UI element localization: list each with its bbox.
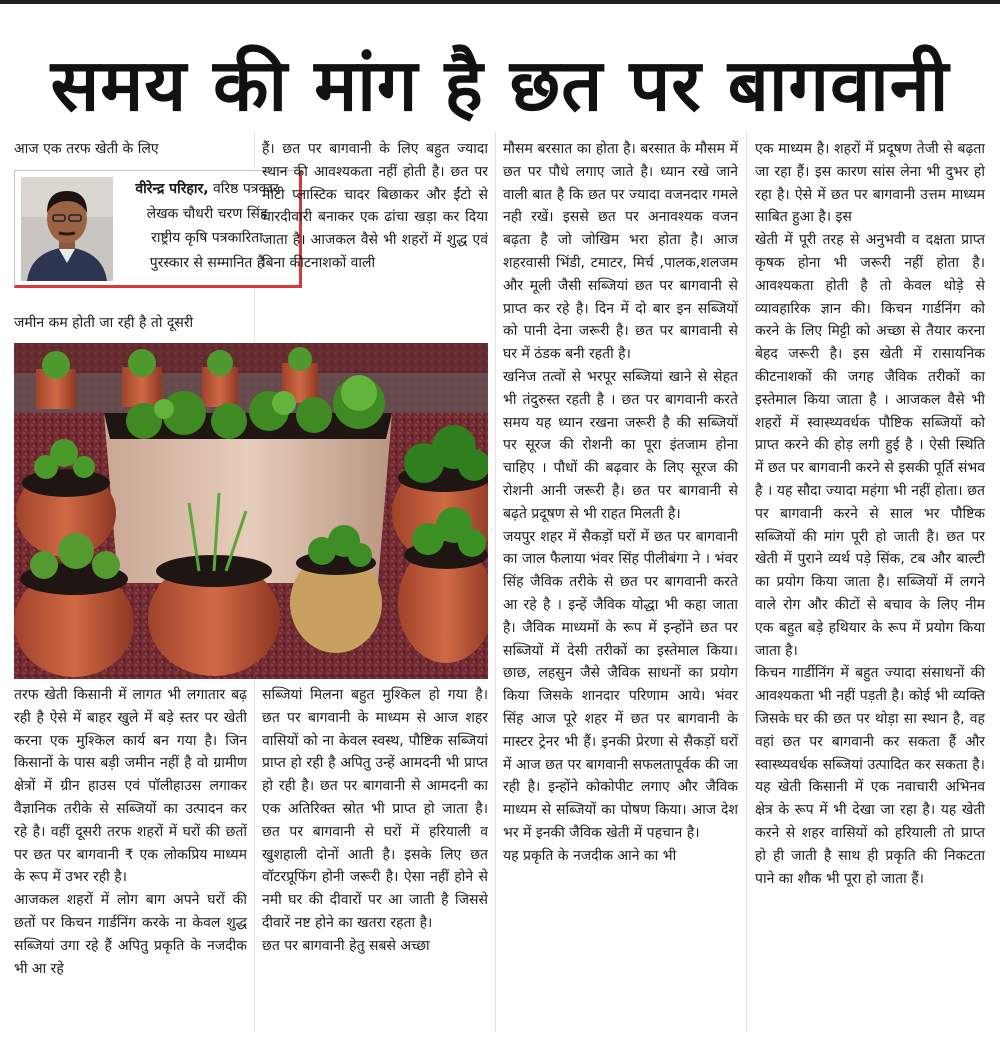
page-title: समय की मांग है छत पर बागवानी bbox=[50, 43, 950, 127]
column-1-intro: आज एक तरफ खेती के लिए bbox=[14, 141, 159, 157]
column-4: एक माध्यम है। शहरों में प्रदूषण तेजी से बढ़ता जा रहा हैं। इस कारण सांस लेना भी दुभर हो रहा है। ऐसे में छत पर बागवानी उत्तम माध्यम साबित हुआ है। इस खेती में पूरी तरह से अनुभवी व दक्षता प्राप्त कृषक होना भी जरूरी नहीं होता है। आवश्यकता होती है तो केवल थोड़े से व्यावहारिक ज्ञान की। किचन गार्डनिंग को करने के लिए मिट्टी को अच्छा से तैयार करना बेहद जरूरी है। इस खेती में रासायनिक कीटनाशकों की जगह जैविक तरीकों का इस्तेमाल किया जाता है । आजकल वैसे भी शहरों में स्वास्थ्यवर्धक पौष्टिक सब्जियों को प्राप्त करने की होड़ लगी हुई है । ऐसी स्थिति में छत पर बागवानी करने से इसकी पूर्ति संभव है । यह सौदा ज्यादा महंगा भी नहीं होता। छत पर बागवानी करने से साल भर पौष्टिक सब्जियों की मांग पूरी हो जाती है। छत पर खेती में पुराने व्यर्थ पड़े सिंक, टब और बाल्टी का प्रयोग किया जाता है। सब्जियों में लगने वाले रोग और कीटों से बचाव के लिए नीम एक बहुत बड़े हथियार के रूप में प्रयोग किया जाता है। किचन गार्डीनिंग में बहुत ज्यादा संसाधनों की आवश्यकता भी नहीं पड़ती है। कोई भी व्यक्ति जिसके घर की छत पर थोड़ा सा स्थान है, वह वहां छत पर बागवानी कर सकता हैं और स्वास्थ्यवर्धक सब्जियां उत्पादित कर सकता है। यह खेती किसानी में एक नवाचारी अभिनव क्षेत्र के रूप में भी देखा जा रहा है। यह खेती करने से शहर वासियों को हरियाली तो प्राप्त हो ही जाती है साथ ही प्रकृति की निकटता पाने का शौक भी पूरा हो जाता हैं। bbox=[755, 141, 985, 887]
author-description: वरिष्ठ पत्रकार लेखक चौधरी चरण सिंह राष्ट्रीय कृषि पत्रकारिता पुरस्कार से सम्मानित है bbox=[146, 181, 279, 271]
column-3: मौसम बरसात का होता है। बरसात के मौसम में छत पर पौधे लगाए जाते है। ध्यान रखे जाने वाली बात है कि छत पर ज्यादा वजनदार गमले नही रखें। इससे छत पर अनावश्यक वजन बढ़ता है जो जोखिम भरा होता है। आज शहरवासी भिंडी, टमाटर, मिर्च ,पालक,शलजम और मूली जैसी सब्जियां छत पर बागवानी से प्राप्त कर रहे है। दिन में दो बार इन सब्जियों को पानी देना जरूरी है। छत पर बागवानी से घर में ठंडक बनी रहती है। खनिज तत्वों से भरपूर सब्जियां खाने से सेहत भी तंदुरुस्त रहती है । छत पर बागवानी करते समय यह ध्यान रखना जरूरी है की सब्जियों पर सूरज की रोशनी का पूरा इंतजाम होना चाहिए । पौधों की बढ़वार के लिए सूरज की रोशनी आनी जरूरी है। छत पर बागवानी से बढ़ते प्रदूषण से भी राहत मिलती है। जयपुर शहर में सैकड़ों घरों में छत पर बागवानी का जाल फैलाया भंवर सिंह पीलीबंगा ने । भंवर सिंह जैविक तरीके से छत पर बागवानी करते आ रहे है । इन्हें जैविक योद्धा भी कहा जाता है। जैविक माध्यमों के रूप में इन्होंने छत पर सब्जियों में देसी तरीकों का इस्तेमाल किया। छाछ, लहसुन जैसे जैविक साधनों का प्रयोग किया जिसके शानदार परिणाम आये। भंवर सिंह आज पूरे शहर में छत पर बागवानी के मास्टर ट्रेनर भी हैं। इनकी प्रेरणा से सैकड़ों घरों में आज छत पर बागवानी सफलतापूर्वक की जा रही है। इन्होंने कोकोपीट लगाए और जैविक माध्यम से सब्जियों का पोषण किया। आज देश भर में इनकी जैविक खेती में पहचान है। यह प्रकृति के नजदीक आने का भी bbox=[503, 141, 738, 864]
column-divider bbox=[495, 132, 496, 1032]
column-1-bottom: तरफ खेती किसानी में लागत भी लगातार बढ़ रही है ऐसे में बाहर खुले में बड़े स्तर पर खेती करना एक मुश्किल कार्य बन गया है। जिन किसानों के पास बड़ी जमीन नहीं है वो ग्रामीण क्षेत्रों में ग्रीन हाउस एवं पॉलीहाउस लगाकर वैज्ञानिक तरीके से सब्जियों का उत्पादन कर रहे है। वहीं दूसरी तरफ शहरों में घरों की छतों पर छत पर बागवानी ₹ एक लोकप्रिय माध्यम के रूप में उभर रही है। आजकल शहरों में लोग बाग अपने घरों की छतों पर किचन गार्डनिंग करके ना केवल शुद्ध सब्जियां उगा रहे हैं अपितु प्रकृति के नजदीक भी आ रहे bbox=[14, 687, 247, 977]
author-box bbox=[14, 170, 302, 288]
top-border bbox=[0, 0, 1000, 4]
column-divider bbox=[746, 132, 747, 1032]
author-photo bbox=[21, 177, 113, 281]
author-name: वीरेन्द्र परिहार, bbox=[135, 181, 209, 197]
column-2-top: हैं। छत पर बागवानी के लिए बहुत ज्यादा स्थान की आवश्यकता नहीं होती है। छत पर मोटी प्लास्टिक चादर बिछाकर और ईंटो से चारदीवारी बनाकर एक ढांचा खड़ा कर दिया जाता है। आजकल वैसे भी शहरों में शुद्ध एवं बिना कीटनाशकों वाली bbox=[262, 141, 488, 271]
column-1-continued: जमीन कम होती जा रही है तो दूसरी bbox=[14, 315, 194, 331]
column-2-bottom: सब्जियां मिलना बहुत मुश्किल हो गया है। छत पर बागवानी के माध्यम से आज शहर वासियों को ना केवल स्वस्थ, पौष्टिक सब्जियां प्राप्त हो रही है अपितु उन्हें आमदनी भी प्राप्त हो रही है। छत पर बागवानी से आमदनी का एक अतिरिक्त स्रोत भी प्राप्त हो जाता है। छत पर बागवानी से घरों में हरियाली व खुशहाली दोनों आती है। इसके लिए छत वॉटरप्रूफिंग होनी जरूरी है। ऐसा नहीं होने से नमी घर की दीवारों पर आ जाती है जिससे दीवारें नष्ट होने का खतरा रहता है। छत पर बागवानी हेतु सबसे अच्छा bbox=[262, 687, 488, 954]
garden-photo bbox=[14, 343, 488, 679]
